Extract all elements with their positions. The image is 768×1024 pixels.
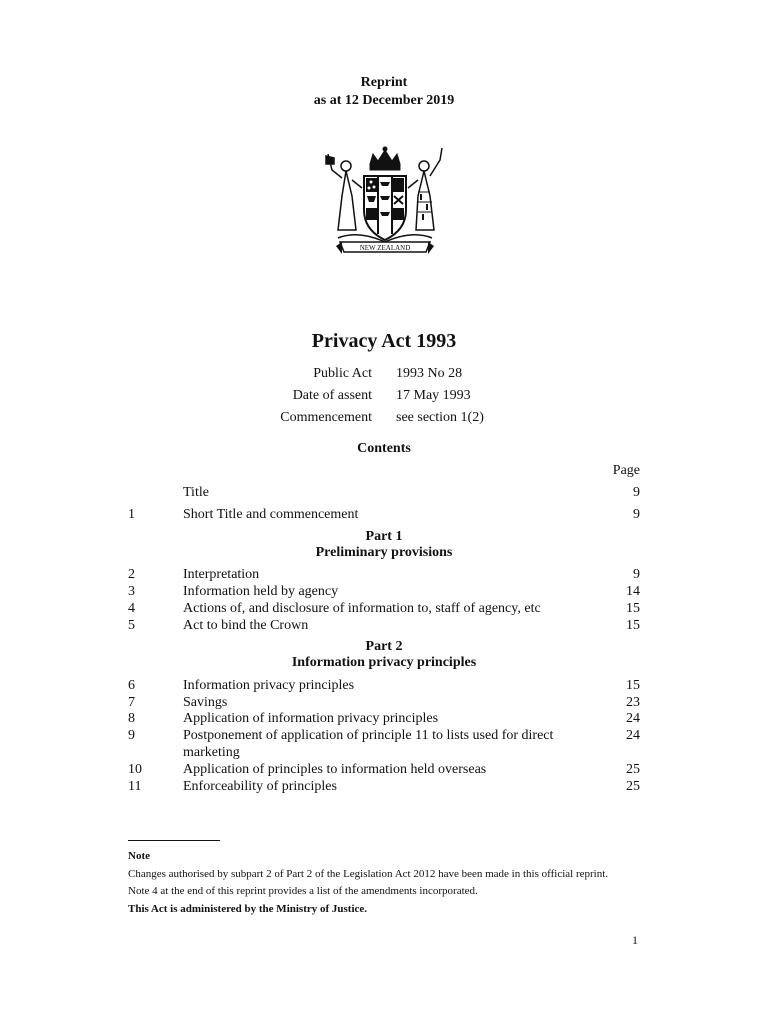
note-divider bbox=[128, 840, 220, 841]
toc-entry-page: 14 bbox=[626, 584, 640, 599]
part-2-name: Information privacy principles bbox=[291, 655, 477, 670]
toc-entry-number: 9 bbox=[128, 728, 135, 743]
part-1-name: Preliminary provisions bbox=[315, 545, 453, 560]
meta-row-public-act bbox=[0, 364, 768, 384]
meta-value: 17 May 1993 bbox=[396, 388, 471, 403]
toc-entry-page: 9 bbox=[633, 485, 640, 500]
toc-entry-page: 24 bbox=[626, 728, 640, 743]
meta-row-commencement bbox=[0, 408, 768, 428]
meta-label: Commencement bbox=[280, 410, 372, 425]
toc-entry-page: 25 bbox=[626, 779, 640, 794]
toc-entry-page: 15 bbox=[626, 618, 640, 633]
note-heading: Note bbox=[128, 850, 150, 862]
toc-entry-title-text: Enforceability of principles bbox=[183, 779, 337, 794]
meta-value: 1993 No 28 bbox=[396, 366, 463, 381]
svg-text:NEW ZEALAND: NEW ZEALAND bbox=[359, 244, 411, 252]
toc-entry-title-text: Information held by agency bbox=[183, 584, 339, 599]
act-title: Privacy Act 1993 bbox=[311, 330, 457, 352]
reprint-date: as at 12 December 2019 bbox=[313, 93, 455, 108]
toc-entry-title-text: Actions of, and disclosure of information to, staff of agency, etc bbox=[183, 601, 541, 616]
toc-entry-title-text: Information privacy principles bbox=[183, 678, 355, 693]
toc-entry-page: 9 bbox=[633, 507, 640, 522]
toc-entry-number: 2 bbox=[128, 567, 135, 582]
toc-entry-number: 10 bbox=[128, 762, 142, 777]
meta-value: see section 1(2) bbox=[396, 410, 484, 425]
meta-row-date-of-assent bbox=[0, 386, 768, 406]
coat-of-arms-icon bbox=[318, 146, 452, 262]
toc-entry-title-text: Act to bind the Crown bbox=[183, 618, 309, 633]
toc-entry-title-text: Short Title and commencement bbox=[183, 507, 359, 522]
note-administered-by: This Act is administered by the Ministry of Justice. bbox=[128, 903, 368, 915]
toc-entry-number: 6 bbox=[128, 678, 135, 693]
meta-label: Public Act bbox=[313, 366, 372, 381]
toc-entry-number: 7 bbox=[128, 695, 135, 710]
toc-entry-title-text: Interpretation bbox=[183, 567, 260, 582]
page-number: 1 bbox=[632, 933, 638, 947]
toc-entry-number: 8 bbox=[128, 711, 135, 726]
toc-entry-page: 25 bbox=[626, 762, 640, 777]
toc-entry-title-text: Application of information privacy principles bbox=[183, 711, 439, 726]
toc-entry-page: 9 bbox=[633, 567, 640, 582]
toc-entry-page: 15 bbox=[626, 678, 640, 693]
reprint-heading: Reprint bbox=[360, 75, 408, 90]
page-column-label: Page bbox=[612, 463, 640, 478]
toc-entry-number: 4 bbox=[128, 601, 135, 616]
toc-entry-page: 24 bbox=[626, 711, 640, 726]
toc-entry-title-text: Application of principles to information held overseas bbox=[183, 762, 487, 777]
toc-entry-page: 15 bbox=[626, 601, 640, 616]
part-1-number: Part 1 bbox=[365, 529, 403, 544]
toc-entry-title-text: Postponement of application of principle 11 to lists used for direct marketing bbox=[183, 728, 554, 760]
toc-entry-number: 11 bbox=[128, 779, 142, 794]
part-2-number: Part 2 bbox=[365, 639, 403, 654]
note-line-1: Changes authorised by subpart 2 of Part 2 of the Legislation Act 2012 have been made in this official reprint. bbox=[128, 868, 609, 880]
contents-heading: Contents bbox=[357, 441, 411, 456]
toc-entry-number: 3 bbox=[128, 584, 135, 599]
toc-entry-title-text: Title bbox=[183, 485, 209, 500]
toc-entry-number: 1 bbox=[128, 507, 135, 522]
meta-label: Date of assent bbox=[292, 388, 372, 403]
toc-entry-title-text: Savings bbox=[183, 695, 228, 710]
toc-entry-page: 23 bbox=[626, 695, 640, 710]
note-line-2: Note 4 at the end of this reprint provides a list of the amendments incorporated. bbox=[128, 885, 478, 897]
toc-entry-number: 5 bbox=[128, 618, 135, 633]
